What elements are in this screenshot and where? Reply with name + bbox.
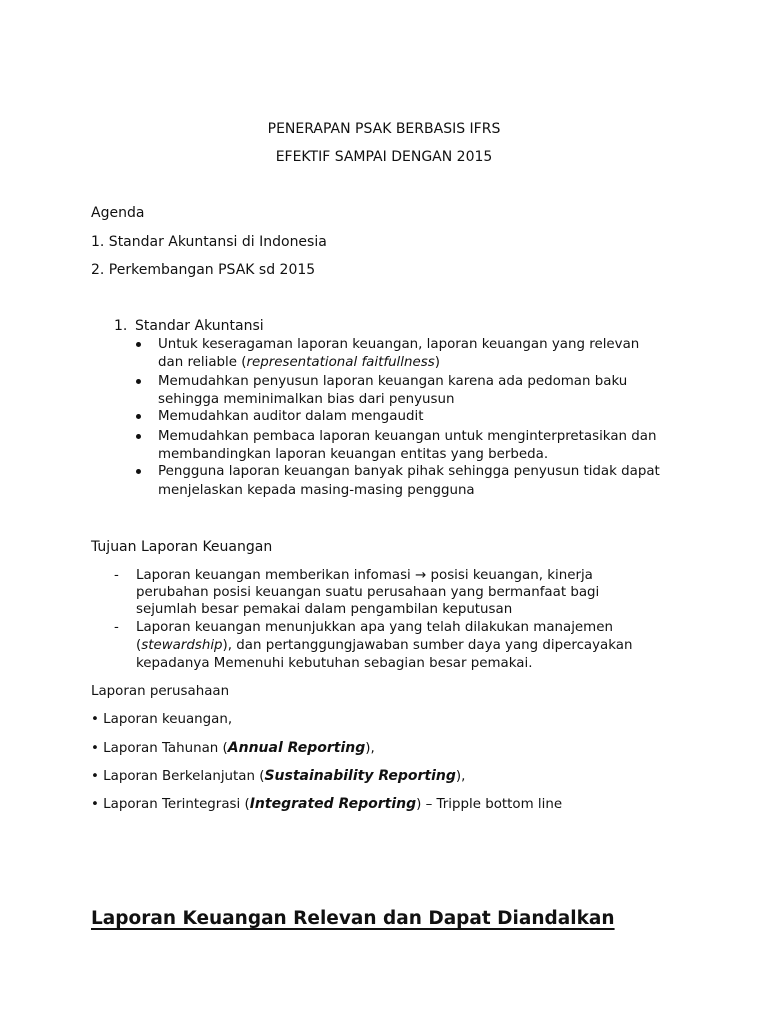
list-item: • Laporan Terintegrasi (Integrated Reporting) – Tripple bottom line [91, 796, 563, 812]
list-item: Memudahkan penyusun laporan keuangan karena ada pedoman baku [158, 374, 628, 389]
agenda-item-2: 2. Perkembangan PSAK sd 2015 [91, 262, 316, 278]
list-item: • Laporan Berkelanjutan (Sustainability Reporting), [91, 768, 466, 784]
laporan-perusahaan-heading: Laporan perusahaan [91, 684, 230, 699]
agenda-heading: Agenda [91, 205, 145, 221]
list-item-continuation: sejumlah besar pemakai dalam pengambilan keputusan [136, 602, 513, 617]
section-heading: Laporan Keuangan Relevan dan Dapat Diandalkan [91, 908, 615, 929]
list-item-continuation: kepadanya Memenuhi kebutuhan sebagian besar pemakai. [136, 656, 533, 671]
document-title-line2: EFEKTIF SAMPAI DENGAN 2015 [275, 149, 493, 165]
bullet-icon [136, 342, 141, 347]
list-item-continuation: (stewardship), dan pertanggungjawaban sumber daya yang dipercayakan [136, 638, 633, 653]
list-item: Pengguna laporan keuangan banyak pihak sehingga penyusun tidak dapat [158, 464, 660, 479]
bullet-icon [136, 414, 141, 419]
list-item: • Laporan keuangan, [91, 712, 233, 727]
list-item: Laporan keuangan menunjukkan apa yang telah dilakukan manajemen [136, 620, 613, 635]
list-item-continuation: dan reliable (representational faitfullness) [158, 355, 440, 370]
list-item-continuation: membandingkan laporan keuangan entitas yang berbeda. [158, 447, 549, 462]
list-item-continuation: sehingga meminimalkan bias dari penyusun [158, 392, 455, 407]
document-title-line1: PENERAPAN PSAK BERBASIS IFRS [267, 121, 501, 137]
list-item: • Laporan Tahunan (Annual Reporting), [91, 740, 375, 756]
list-item: Memudahkan auditor dalam mengaudit [158, 409, 424, 424]
list-item: Untuk keseragaman laporan keuangan, laporan keuangan yang relevan [158, 337, 640, 352]
agenda-item-1: 1. Standar Akuntansi di Indonesia [91, 234, 327, 250]
list-item-continuation: menjelaskan kepada masing-masing pengguna [158, 483, 475, 498]
dash-marker: - [114, 620, 119, 635]
section1-title: Standar Akuntansi [135, 318, 264, 334]
list-item: Laporan keuangan memberikan infomasi → posisi keuangan, kinerja [136, 568, 593, 583]
bullet-icon [136, 379, 141, 384]
dash-marker: - [114, 568, 119, 583]
tujuan-heading: Tujuan Laporan Keuangan [91, 539, 273, 555]
bullet-icon [136, 434, 141, 439]
section1-number: 1. [114, 318, 128, 334]
bullet-icon [136, 469, 141, 474]
list-item-continuation: perubahan posisi keuangan suatu perusahaan yang bermanfaat bagi [136, 585, 600, 600]
list-item: Memudahkan pembaca laporan keuangan untuk menginterpretasikan dan [158, 429, 657, 444]
